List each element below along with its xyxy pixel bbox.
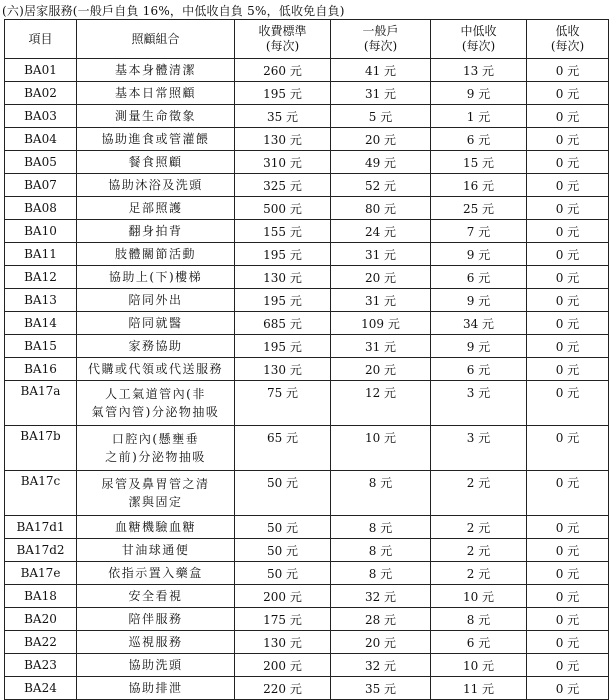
general-copay: 35 元	[331, 677, 431, 700]
low-income-copay: 0 元	[527, 266, 609, 289]
care-item-name: 翻身拍背	[77, 220, 235, 243]
low-income-copay: 0 元	[527, 358, 609, 381]
middle-low-copay: 8 元	[431, 608, 527, 631]
middle-low-copay: 3 元	[431, 426, 527, 471]
header-row	[5, 20, 609, 59]
general-copay: 20 元	[331, 128, 431, 151]
fee-standard: 260 元	[235, 59, 331, 82]
item-code: BA17d2	[5, 539, 77, 562]
fee-standard: 75 元	[235, 381, 331, 426]
table-row	[5, 358, 609, 381]
fee-standard: 195 元	[235, 82, 331, 105]
care-item-name: 基本日常照顧	[77, 82, 235, 105]
general-copay: 8 元	[331, 539, 431, 562]
fee-standard: 130 元	[235, 358, 331, 381]
item-code: BA02	[5, 82, 77, 105]
middle-low-copay: 9 元	[431, 335, 527, 358]
header-code: 項目	[5, 20, 77, 59]
low-income-copay: 0 元	[527, 197, 609, 220]
table-row	[5, 381, 609, 426]
middle-low-copay: 16 元	[431, 174, 527, 197]
fee-standard: 130 元	[235, 631, 331, 654]
header-general-household: 一般戶 (每次)	[331, 20, 431, 59]
care-item-name: 人工氣道管內(非 氣管內管)分泌物抽吸	[77, 381, 235, 426]
item-code: BA01	[5, 59, 77, 82]
care-item-name: 安全看視	[77, 585, 235, 608]
table-row	[5, 677, 609, 700]
middle-low-copay: 34 元	[431, 312, 527, 335]
table-row	[5, 220, 609, 243]
care-item-name: 陪伴服務	[77, 608, 235, 631]
care-item-name: 依指示置入藥盒	[77, 562, 235, 585]
item-code: BA03	[5, 105, 77, 128]
care-item-name: 巡視服務	[77, 631, 235, 654]
table-row	[5, 516, 609, 539]
fee-standard: 195 元	[235, 289, 331, 312]
care-item-name: 協助洗頭	[77, 654, 235, 677]
item-code: BA23	[5, 654, 77, 677]
middle-low-copay: 2 元	[431, 539, 527, 562]
care-item-name: 甘油球通便	[77, 539, 235, 562]
general-copay: 28 元	[331, 608, 431, 631]
care-item-name: 陪同就醫	[77, 312, 235, 335]
item-code: BA17a	[5, 381, 77, 426]
fee-standard: 195 元	[235, 243, 331, 266]
table-row	[5, 426, 609, 471]
item-code: BA12	[5, 266, 77, 289]
care-item-name: 協助進食或管灌餵	[77, 128, 235, 151]
header-middle-low-income: 中低收 (每次)	[431, 20, 527, 59]
care-item-name: 口腔內(懸壅垂 之前)分泌物抽吸	[77, 426, 235, 471]
care-item-name: 足部照護	[77, 197, 235, 220]
low-income-copay: 0 元	[527, 677, 609, 700]
item-code: BA11	[5, 243, 77, 266]
low-income-copay: 0 元	[527, 174, 609, 197]
general-copay: 109 元	[331, 312, 431, 335]
table-row	[5, 312, 609, 335]
table-row	[5, 654, 609, 677]
fee-standard: 155 元	[235, 220, 331, 243]
low-income-copay: 0 元	[527, 654, 609, 677]
general-copay: 5 元	[331, 105, 431, 128]
low-income-copay: 0 元	[527, 585, 609, 608]
middle-low-copay: 3 元	[431, 381, 527, 426]
low-income-copay: 0 元	[527, 105, 609, 128]
fee-standard: 35 元	[235, 105, 331, 128]
general-copay: 49 元	[331, 151, 431, 174]
general-copay: 32 元	[331, 654, 431, 677]
header-fee-standard: 收費標準 (每次)	[235, 20, 331, 59]
general-copay: 31 元	[331, 335, 431, 358]
general-copay: 20 元	[331, 631, 431, 654]
fee-standard: 195 元	[235, 335, 331, 358]
item-code: BA17d1	[5, 516, 77, 539]
item-code: BA07	[5, 174, 77, 197]
middle-low-copay: 1 元	[431, 105, 527, 128]
item-code: BA17b	[5, 426, 77, 471]
general-copay: 52 元	[331, 174, 431, 197]
item-code: BA13	[5, 289, 77, 312]
general-copay: 8 元	[331, 562, 431, 585]
care-item-name: 尿管及鼻胃管之清 潔與固定	[77, 471, 235, 516]
care-item-name: 代購或代領或代送服務	[77, 358, 235, 381]
low-income-copay: 0 元	[527, 516, 609, 539]
middle-low-copay: 2 元	[431, 471, 527, 516]
general-copay: 20 元	[331, 266, 431, 289]
table-row	[5, 562, 609, 585]
general-copay: 80 元	[331, 197, 431, 220]
low-income-copay: 0 元	[527, 631, 609, 654]
fee-standard: 65 元	[235, 426, 331, 471]
table-row	[5, 105, 609, 128]
care-item-name: 測量生命徵象	[77, 105, 235, 128]
fee-standard: 50 元	[235, 516, 331, 539]
low-income-copay: 0 元	[527, 471, 609, 516]
table-row	[5, 128, 609, 151]
low-income-copay: 0 元	[527, 151, 609, 174]
table-row	[5, 174, 609, 197]
item-code: BA17c	[5, 471, 77, 516]
middle-low-copay: 2 元	[431, 516, 527, 539]
item-code: BA20	[5, 608, 77, 631]
item-code: BA16	[5, 358, 77, 381]
general-copay: 31 元	[331, 243, 431, 266]
low-income-copay: 0 元	[527, 220, 609, 243]
middle-low-copay: 6 元	[431, 128, 527, 151]
general-copay: 41 元	[331, 59, 431, 82]
middle-low-copay: 9 元	[431, 289, 527, 312]
table-row	[5, 585, 609, 608]
item-code: BA24	[5, 677, 77, 700]
fee-standard: 50 元	[235, 471, 331, 516]
middle-low-copay: 11 元	[431, 677, 527, 700]
general-copay: 31 元	[331, 289, 431, 312]
middle-low-copay: 6 元	[431, 358, 527, 381]
table-row	[5, 289, 609, 312]
low-income-copay: 0 元	[527, 381, 609, 426]
table-row	[5, 608, 609, 631]
low-income-copay: 0 元	[527, 335, 609, 358]
care-item-name: 陪同外出	[77, 289, 235, 312]
general-copay: 8 元	[331, 516, 431, 539]
low-income-copay: 0 元	[527, 608, 609, 631]
low-income-copay: 0 元	[527, 426, 609, 471]
item-code: BA04	[5, 128, 77, 151]
header-low-income: 低收 (每次)	[527, 20, 609, 59]
fee-standard: 50 元	[235, 539, 331, 562]
low-income-copay: 0 元	[527, 289, 609, 312]
general-copay: 24 元	[331, 220, 431, 243]
item-code: BA10	[5, 220, 77, 243]
low-income-copay: 0 元	[527, 243, 609, 266]
low-income-copay: 0 元	[527, 312, 609, 335]
general-copay: 10 元	[331, 426, 431, 471]
fee-standard: 50 元	[235, 562, 331, 585]
fee-standard: 685 元	[235, 312, 331, 335]
general-copay: 8 元	[331, 471, 431, 516]
item-code: BA18	[5, 585, 77, 608]
fee-standard: 200 元	[235, 654, 331, 677]
fee-standard: 310 元	[235, 151, 331, 174]
fee-standard: 130 元	[235, 266, 331, 289]
middle-low-copay: 10 元	[431, 585, 527, 608]
care-item-name: 餐食照顧	[77, 151, 235, 174]
fee-standard: 220 元	[235, 677, 331, 700]
fee-standard: 200 元	[235, 585, 331, 608]
middle-low-copay: 9 元	[431, 243, 527, 266]
table-row	[5, 335, 609, 358]
middle-low-copay: 7 元	[431, 220, 527, 243]
table-row	[5, 59, 609, 82]
table-row	[5, 151, 609, 174]
fee-standard: 130 元	[235, 128, 331, 151]
home-service-fee-table	[4, 19, 609, 700]
table-row	[5, 471, 609, 516]
table-row	[5, 197, 609, 220]
care-item-name: 協助上(下)樓梯	[77, 266, 235, 289]
fee-standard: 175 元	[235, 608, 331, 631]
middle-low-copay: 6 元	[431, 266, 527, 289]
middle-low-copay: 25 元	[431, 197, 527, 220]
general-copay: 20 元	[331, 358, 431, 381]
header-care-combination: 照顧組合	[77, 20, 235, 59]
low-income-copay: 0 元	[527, 82, 609, 105]
care-item-name: 肢體關節活動	[77, 243, 235, 266]
table-row	[5, 82, 609, 105]
care-item-name: 協助排泄	[77, 677, 235, 700]
middle-low-copay: 13 元	[431, 59, 527, 82]
middle-low-copay: 9 元	[431, 82, 527, 105]
table-caption: (六)居家服務(一般戶自負 16%，中低收自負 5%，低收免自負)	[2, 4, 345, 18]
low-income-copay: 0 元	[527, 59, 609, 82]
middle-low-copay: 6 元	[431, 631, 527, 654]
fee-standard: 500 元	[235, 197, 331, 220]
table-row	[5, 631, 609, 654]
table-row	[5, 266, 609, 289]
item-code: BA08	[5, 197, 77, 220]
item-code: BA05	[5, 151, 77, 174]
middle-low-copay: 2 元	[431, 562, 527, 585]
middle-low-copay: 15 元	[431, 151, 527, 174]
item-code: BA14	[5, 312, 77, 335]
general-copay: 32 元	[331, 585, 431, 608]
item-code: BA17e	[5, 562, 77, 585]
general-copay: 31 元	[331, 82, 431, 105]
fee-standard: 325 元	[235, 174, 331, 197]
item-code: BA15	[5, 335, 77, 358]
low-income-copay: 0 元	[527, 128, 609, 151]
care-item-name: 協助沐浴及洗頭	[77, 174, 235, 197]
care-item-name: 血糖機驗血糖	[77, 516, 235, 539]
care-item-name: 家務協助	[77, 335, 235, 358]
table-row	[5, 243, 609, 266]
table-row	[5, 539, 609, 562]
care-item-name: 基本身體清潔	[77, 59, 235, 82]
general-copay: 12 元	[331, 381, 431, 426]
low-income-copay: 0 元	[527, 562, 609, 585]
item-code: BA22	[5, 631, 77, 654]
low-income-copay: 0 元	[527, 539, 609, 562]
middle-low-copay: 10 元	[431, 654, 527, 677]
